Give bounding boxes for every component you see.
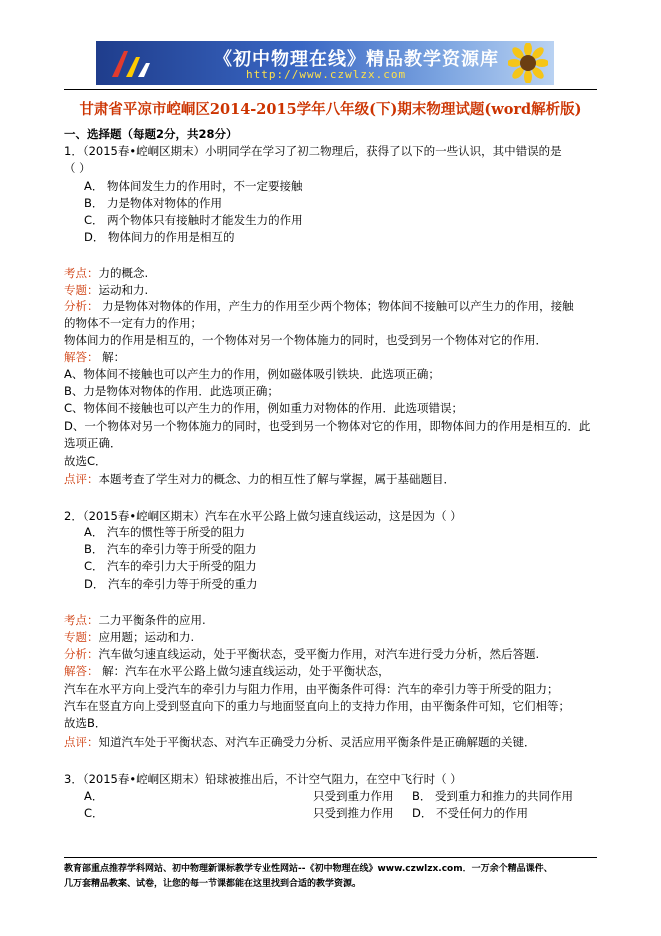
footer — [64, 862, 597, 892]
q1-option-a: A． 物体间发生力的作用时，不一定要接触 — [84, 179, 303, 193]
q1-answer-choice: 故选C． — [64, 454, 107, 468]
q2-fenxi-text: 汽车做匀速直线运动，处于平衡状态，受平衡力作用，对汽车进行受力分析，然后答题. — [98, 647, 540, 661]
banner-url: http://www.czwlzx.com — [246, 68, 407, 81]
q1-dianping — [64, 471, 455, 488]
footer-line2: 几万套精品教案、试卷，让您的每一节课都能在这里找到合适的教学资源。 — [64, 879, 362, 889]
q2-kaodian-label: 考点： — [64, 613, 99, 627]
q1-stem: 1．（2015春•崆峒区期末）小明同学在学习了初二物理后，获得了以下的一些认识，其中错误的是 — [64, 144, 562, 158]
q1-option-b: B． 力是物体对物体的作用 — [84, 196, 223, 210]
q3-option-a-text: 只受到重力作用 — [313, 789, 394, 803]
sunflower-icon — [508, 43, 548, 83]
q1-jieda-head: 解： — [98, 350, 126, 364]
q2-kaodian — [64, 612, 206, 629]
q1-fenxi-line2: 的物体不一定有力的作用； — [64, 316, 202, 330]
q2-answer-line: 汽车在竖直方向上受到竖直向下的重力与地面竖直向上的支持力作用，由平衡条件可知，它们相等； — [64, 699, 570, 713]
q2-option-c: C． 汽车的牵引力大于所受的阻力 — [84, 559, 257, 573]
q2-zhuanti-text: 应用题；运动和力. — [98, 630, 195, 644]
q2-jieda-label: 解答： — [64, 664, 99, 678]
q1-answer-line: B、力是物体对物体的作用．此选项正确； — [64, 384, 279, 398]
q1-answer-line: A、物体间不接触也可以产生力的作用，例如磁体吸引铁块．此选项正确； — [64, 367, 440, 381]
banner-title: 《初中物理在线》精品教学资源库 — [214, 49, 499, 70]
q1-zhuanti-text: 运动和力. — [98, 283, 149, 297]
q1-fenxi-label: 分析： — [64, 299, 99, 313]
document-title: 甘肃省平凉市崆峒区2014-2015学年八年级(下)期末物理试题(word解析版) — [79, 101, 582, 118]
q3-option-d: D． 不受任何力的作用 — [412, 806, 529, 820]
header-rule — [64, 89, 597, 90]
q1-zhuanti — [64, 282, 148, 299]
q2-kaodian-text: 二力平衡条件的应用. — [98, 613, 206, 627]
q2-fenxi — [64, 646, 539, 663]
q1-dianping-text: 本题考查了学生对力的概念、力的相互性了解与掌握，属于基础题目． — [98, 472, 455, 486]
q2-stem: 2．（2015春•崆峒区期末）汽车在水平公路上做匀速直线运动，这是因为（ ） — [64, 509, 462, 523]
q1-fenxi-line3: 物体间力的作用是相互的，一个物体对另一个物体施力的同时，也受到另一个物体对它的作用． — [64, 333, 547, 347]
q2-zhuanti — [64, 629, 194, 646]
q1-zhuanti-label: 专题： — [64, 283, 99, 297]
site-logo-icon — [106, 47, 160, 81]
q2-dianping — [64, 734, 536, 751]
q2-fenxi-label: 分析： — [64, 647, 99, 661]
q2-option-d: D． 汽车的牵引力等于所受的重力 — [84, 577, 258, 591]
q3-option-a-letter: A． — [84, 789, 104, 803]
q1-kaodian — [64, 265, 148, 282]
q2-dianping-label: 点评： — [64, 735, 99, 749]
section-heading: 一、选择题（每题2分，共28分） — [64, 127, 238, 141]
q1-answer-line: D、一个物体对另一个物体施力的同时，也受到另一个物体对它的作用，即物体间力的作用是相互的．此 — [64, 419, 591, 433]
q1-kaodian-text: 力的概念. — [98, 266, 149, 280]
q2-option-a: A． 汽车的惯性等于所受的阻力 — [84, 525, 246, 539]
q2-answer-choice: 故选B． — [64, 716, 107, 730]
q3-stem: 3．（2015春•崆峒区期末）铅球被推出后，不计空气阻力，在空中飞行时（ ） — [64, 772, 462, 786]
q1-kaodian-label: 考点： — [64, 266, 99, 280]
q2-jieda — [64, 663, 390, 680]
q2-jieda-text: 解：汽车在水平公路上做匀速直线运动，处于平衡状态， — [98, 664, 390, 678]
q3-option-b: B． 受到重力和推力的共同作用 — [412, 789, 574, 803]
q1-answer-line: C、物体间不接触也可以产生力的作用，例如重力对物体的作用．此选项错误； — [64, 401, 464, 415]
q1-option-d: D． 物体间力的作用是相互的 — [84, 230, 235, 244]
q1-fenxi — [64, 298, 574, 315]
footer-line1: 教育部重点推荐学科网站、初中物理新课标教学专业性网站--《初中物理在线》www.czwlzx.com．一万余个精品课件、 — [64, 864, 553, 874]
q2-answer-line: 汽车在水平方向上受汽车的牵引力与阻力作用，由平衡条件可得：汽车的牵引力等于所受的阻力； — [64, 682, 559, 696]
q2-option-b: B． 汽车的牵引力等于所受的阻力 — [84, 542, 257, 556]
footer-rule — [64, 857, 597, 858]
q1-stem-bracket: （ ） — [64, 161, 91, 175]
q1-answer-line: 选项正确． — [64, 436, 122, 450]
q1-jieda — [64, 349, 125, 366]
q2-zhuanti-label: 专题： — [64, 630, 99, 644]
q1-dianping-label: 点评： — [64, 472, 99, 486]
q1-option-c: C． 两个物体只有接触时才能发生力的作用 — [84, 213, 303, 227]
q3-option-c-letter: C． — [84, 806, 104, 820]
q3-option-c-text: 只受到推力作用 — [313, 806, 394, 820]
q2-dianping-text: 知道汽车处于平衡状态、对汽车正确受力分析、灵活应用平衡条件是正确解题的关键． — [98, 735, 536, 749]
q1-jieda-label: 解答： — [64, 350, 99, 364]
header-banner — [96, 41, 554, 85]
q1-fenxi-text: 力是物体对物体的作用，产生力的作用至少两个物体；物体间不接触可以产生力的作用，接触 — [98, 299, 574, 313]
